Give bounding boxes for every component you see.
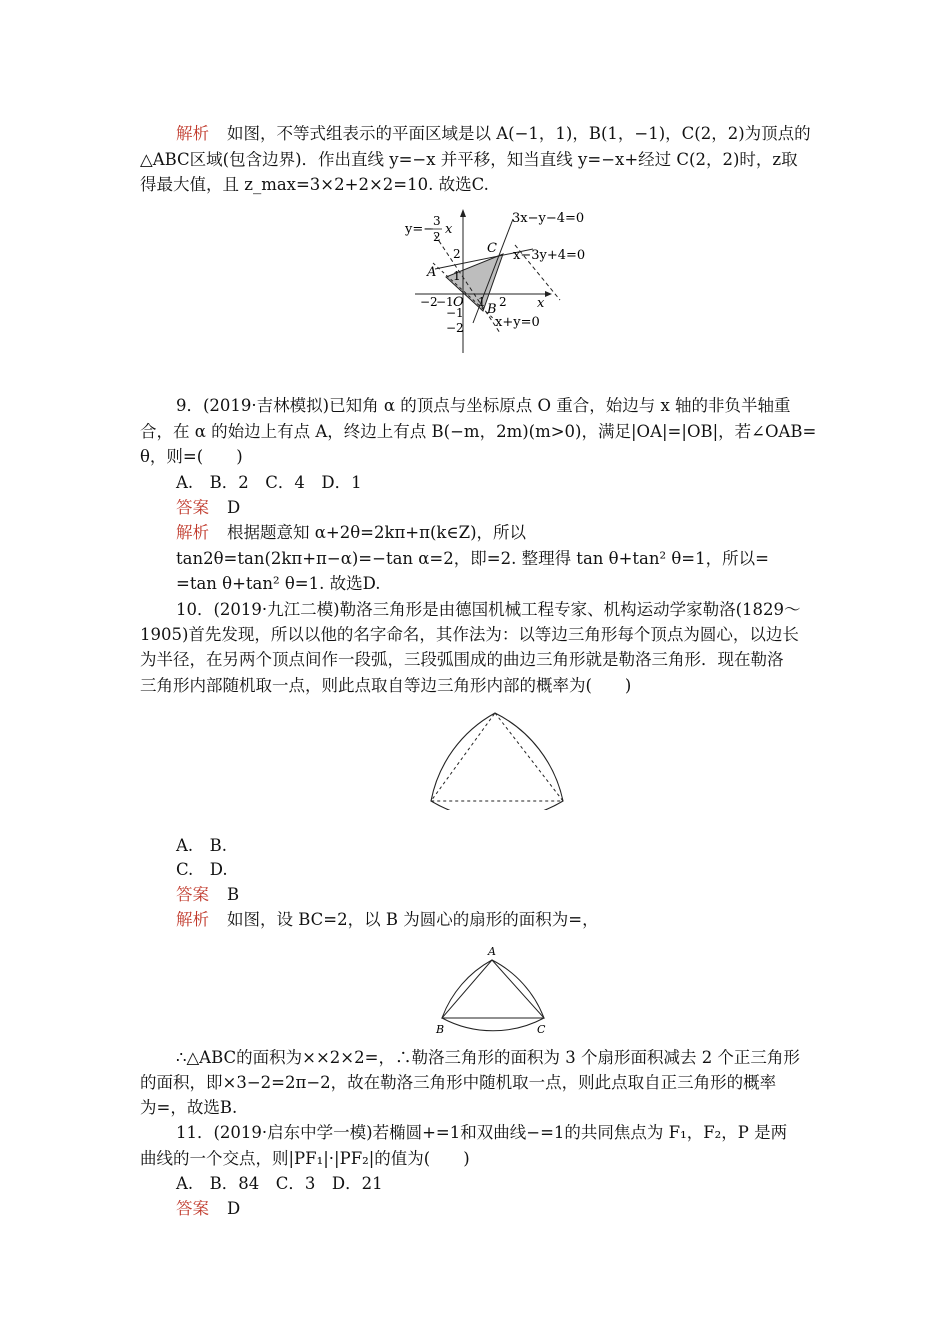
reuleaux-figure	[425, 705, 570, 810]
q10-line3: 为半径，在另两个顶点间作一段弧，三段弧围成的曲边三角形就是勒洛三角形．现在勒洛	[140, 650, 784, 669]
q9-line2: 合，在 α 的始边上有点 A，终边上有点 B(−m，2m)(m>0)，满足|OA|=|OB|，若∠OAB=	[140, 422, 817, 441]
q9-line3: θ，则=( )	[140, 447, 243, 466]
sol8-line1: 解析 如图，不等式组表示的平面区域是以 A(−1，1)，B(1，−1)，C(2，2)为顶点的	[176, 124, 811, 143]
tick-x-neg1: −1	[436, 295, 454, 309]
label-3x-y-4: 3x−y−4=0	[512, 211, 585, 226]
q10-line2: 1905)首先发现，所以以他的名字命名，其作法为：以等边三角形每个顶点为圆心，以边长	[140, 625, 799, 644]
reuleaux-outline-2	[442, 960, 544, 1031]
tick-y-neg1: −1	[446, 306, 464, 320]
reuleaux-labeled-figure	[430, 942, 555, 1034]
q9-answer: 答案 D	[176, 498, 241, 517]
frac-var: x	[445, 222, 453, 237]
q11-line2: 曲线的一个交点，则|PF₁|·|PF₂|的值为( )	[140, 1149, 470, 1168]
region-figure	[395, 205, 595, 355]
x-axis-arrow	[545, 291, 552, 297]
solution-tag: 解析	[176, 910, 209, 929]
q10-sol4: 为=，故选B.	[140, 1098, 238, 1117]
frac-num: 3	[433, 214, 441, 228]
q10-options-cd: C. D.	[176, 860, 228, 879]
tick-x-1: 1	[478, 295, 486, 309]
q10-sol2: ∴△ABC的面积为××2×2=，∴勒洛三角形的面积为 3 个扇形面积减去 2 个正三角形	[176, 1048, 800, 1067]
vertex-A: A	[488, 945, 496, 958]
origin-label: O	[453, 295, 464, 310]
q11-line1: 11．(2019·启东中学一模)若椭圆+=1和双曲线−=1的共同焦点为 F₁，F₂，P 是两	[176, 1123, 788, 1142]
y-axis-arrow	[460, 209, 466, 217]
point-C: C	[487, 241, 497, 256]
answer-tag: 答案	[176, 1199, 209, 1218]
q10-sol1: 解析 如图，设 BC=2，以 B 为圆心的扇形的面积为=，	[176, 910, 599, 929]
q10-answer: 答案 B	[176, 885, 240, 904]
q9-sol2: tan2θ=tan(2kπ+π−α)=−tan α=2，即=2. 整理得 tan θ+tan² θ=1，所以=	[176, 549, 769, 568]
point-A: A	[427, 265, 437, 280]
x-axis-label: x	[537, 296, 545, 311]
q11-answer: 答案 D	[176, 1199, 241, 1218]
vertex-B: B	[436, 1023, 445, 1034]
label-x-3y+4: x−3y+4=0	[513, 248, 586, 263]
q10-line1: 10．(2019·九江二模)勒洛三角形是由德国机械工程专家、机构运动学家勒洛(1829～	[176, 600, 801, 619]
label-x+y: x+y=0	[495, 315, 540, 330]
q9-sol1: 解析 根据题意知 α+2θ=2kπ+π(k∈Z)，所以	[176, 523, 527, 542]
solution-tag: 解析	[176, 523, 209, 542]
q10-options-ab: A. B.	[176, 836, 228, 855]
sol8-line2: △ABC区域(包含边界)．作出直线 y=−x 并平移，知当直线 y=−x+经过 C(2，2)时，z取	[140, 150, 798, 169]
inner-triangle	[431, 713, 563, 801]
tick-y-2: 2	[453, 247, 461, 261]
q11-options: A. B．84 C．3 D．21	[176, 1174, 383, 1193]
reuleaux-outline	[431, 713, 563, 810]
solution-tag: 解析	[176, 124, 209, 143]
tick-x-neg2: −2	[420, 295, 438, 309]
q10-sol3: 的面积，即×3−2=2π−2，故在勒洛三角形中随机取一点，则此点取自正三角形的概率	[140, 1073, 777, 1092]
sol8-line3: 得最大值，且 z_max=3×2+2×2=10. 故选C.	[140, 175, 489, 194]
tick-y-1: 1	[453, 269, 461, 283]
frac-den: 2	[433, 230, 441, 244]
answer-tag: 答案	[176, 885, 209, 904]
q9-options: A. B．2 C．4 D．1	[176, 473, 362, 492]
tick-y-neg2: −2	[446, 321, 464, 335]
point-B: B	[487, 302, 497, 317]
q9-line1: 9．(2019·吉林模拟)已知角 α 的顶点与坐标原点 O 重合，始边与 x 轴的非负半轴重	[176, 396, 791, 415]
q10-line4: 三角形内部随机取一点，则此点取自等边三角形内部的概率为( )	[140, 676, 632, 695]
tick-x-2: 2	[499, 295, 507, 309]
q9-sol3: =tan θ+tan² θ=1. 故选D.	[176, 574, 381, 593]
vertex-C: C	[537, 1023, 546, 1034]
label-y-eq: y=−	[405, 222, 435, 237]
answer-tag: 答案	[176, 498, 209, 517]
